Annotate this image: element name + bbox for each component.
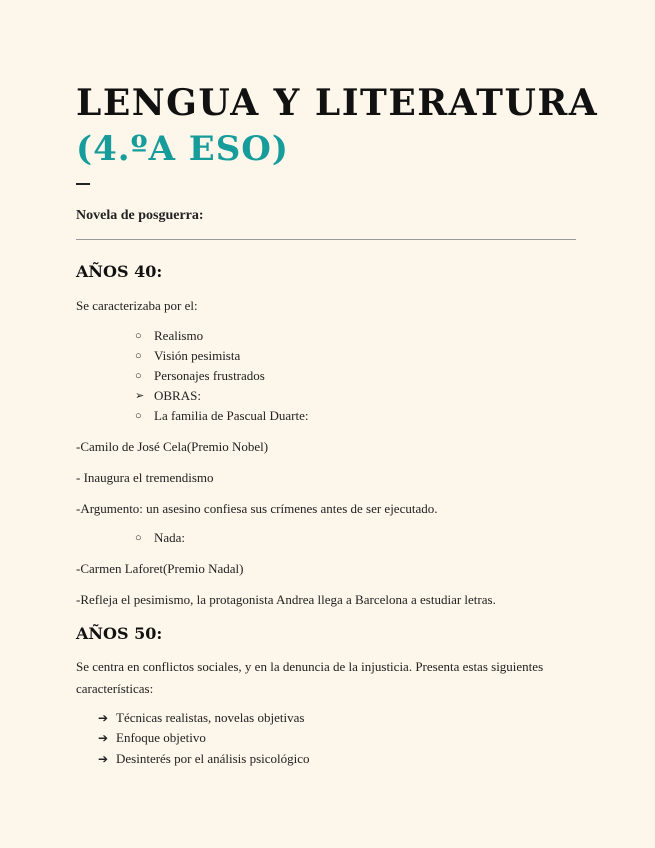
list-item-text: Técnicas realistas, novelas objetivas: [116, 710, 305, 725]
document-course: (4.ºA ESO): [76, 129, 289, 169]
document-title: LENGUA Y LITERATURA: [76, 82, 599, 124]
list-item-text: Personajes frustrados: [154, 368, 265, 383]
document-subtitle: Novela de posguerra:: [76, 208, 204, 223]
list-item-text: La familia de Pascual Duarte:: [154, 408, 309, 423]
paragraph-line: -Carmen Laforet(Premio Nadal): [76, 561, 244, 576]
list-item-text: Enfoque objetivo: [116, 730, 206, 745]
circle-bullet-icon: ○: [135, 330, 142, 342]
section-40-intro: Se caracterizaba por el:: [76, 298, 198, 313]
list-item-text: Realismo: [154, 328, 204, 343]
list-item: [135, 386, 201, 406]
paragraph-line: -Refleja el pesimismo, la protagonista Andrea llega a Barcelona a estudiar letras.: [76, 592, 496, 607]
paragraph-line: -Argumento: un asesino confiesa sus crímenes antes de ser ejecutado.: [76, 501, 438, 516]
list-item: [135, 346, 241, 366]
list-item-text: Nada:: [154, 530, 186, 545]
list-item-text: OBRAS:: [154, 388, 201, 403]
list-item-text: Visión pesimista: [154, 348, 241, 363]
arrow-right-icon: ➔: [98, 711, 109, 725]
section-heading-50: AÑOS 50:: [76, 624, 163, 643]
list-item: [98, 728, 206, 748]
list-item: [98, 749, 310, 769]
list-item: [135, 366, 265, 386]
paragraph-line: - Inaugura el tremendismo: [76, 470, 214, 485]
section-50-intro: Se centra en conflictos sociales, y en la denuncia de la injusticia. Presenta estas siguientes características:: [76, 659, 544, 696]
list-item: [98, 708, 305, 728]
list-item: [135, 406, 309, 426]
arrow-right-icon: ➔: [98, 752, 109, 766]
section-heading-40: AÑOS 40:: [76, 262, 163, 281]
circle-bullet-icon: ○: [135, 350, 142, 362]
title-dash: [76, 183, 90, 185]
circle-bullet-icon: ○: [135, 370, 142, 382]
horizontal-rule: [76, 239, 576, 240]
list-item-text: Desinterés por el análisis psicológico: [116, 751, 310, 766]
arrow-bullet-icon: ➢: [135, 390, 145, 402]
circle-bullet-icon: ○: [135, 532, 142, 544]
list-item: [135, 326, 204, 346]
circle-bullet-icon: ○: [135, 410, 142, 422]
arrow-right-icon: ➔: [98, 731, 109, 745]
paragraph-line: -Camilo de José Cela(Premio Nobel): [76, 439, 269, 454]
list-item: [135, 528, 186, 548]
